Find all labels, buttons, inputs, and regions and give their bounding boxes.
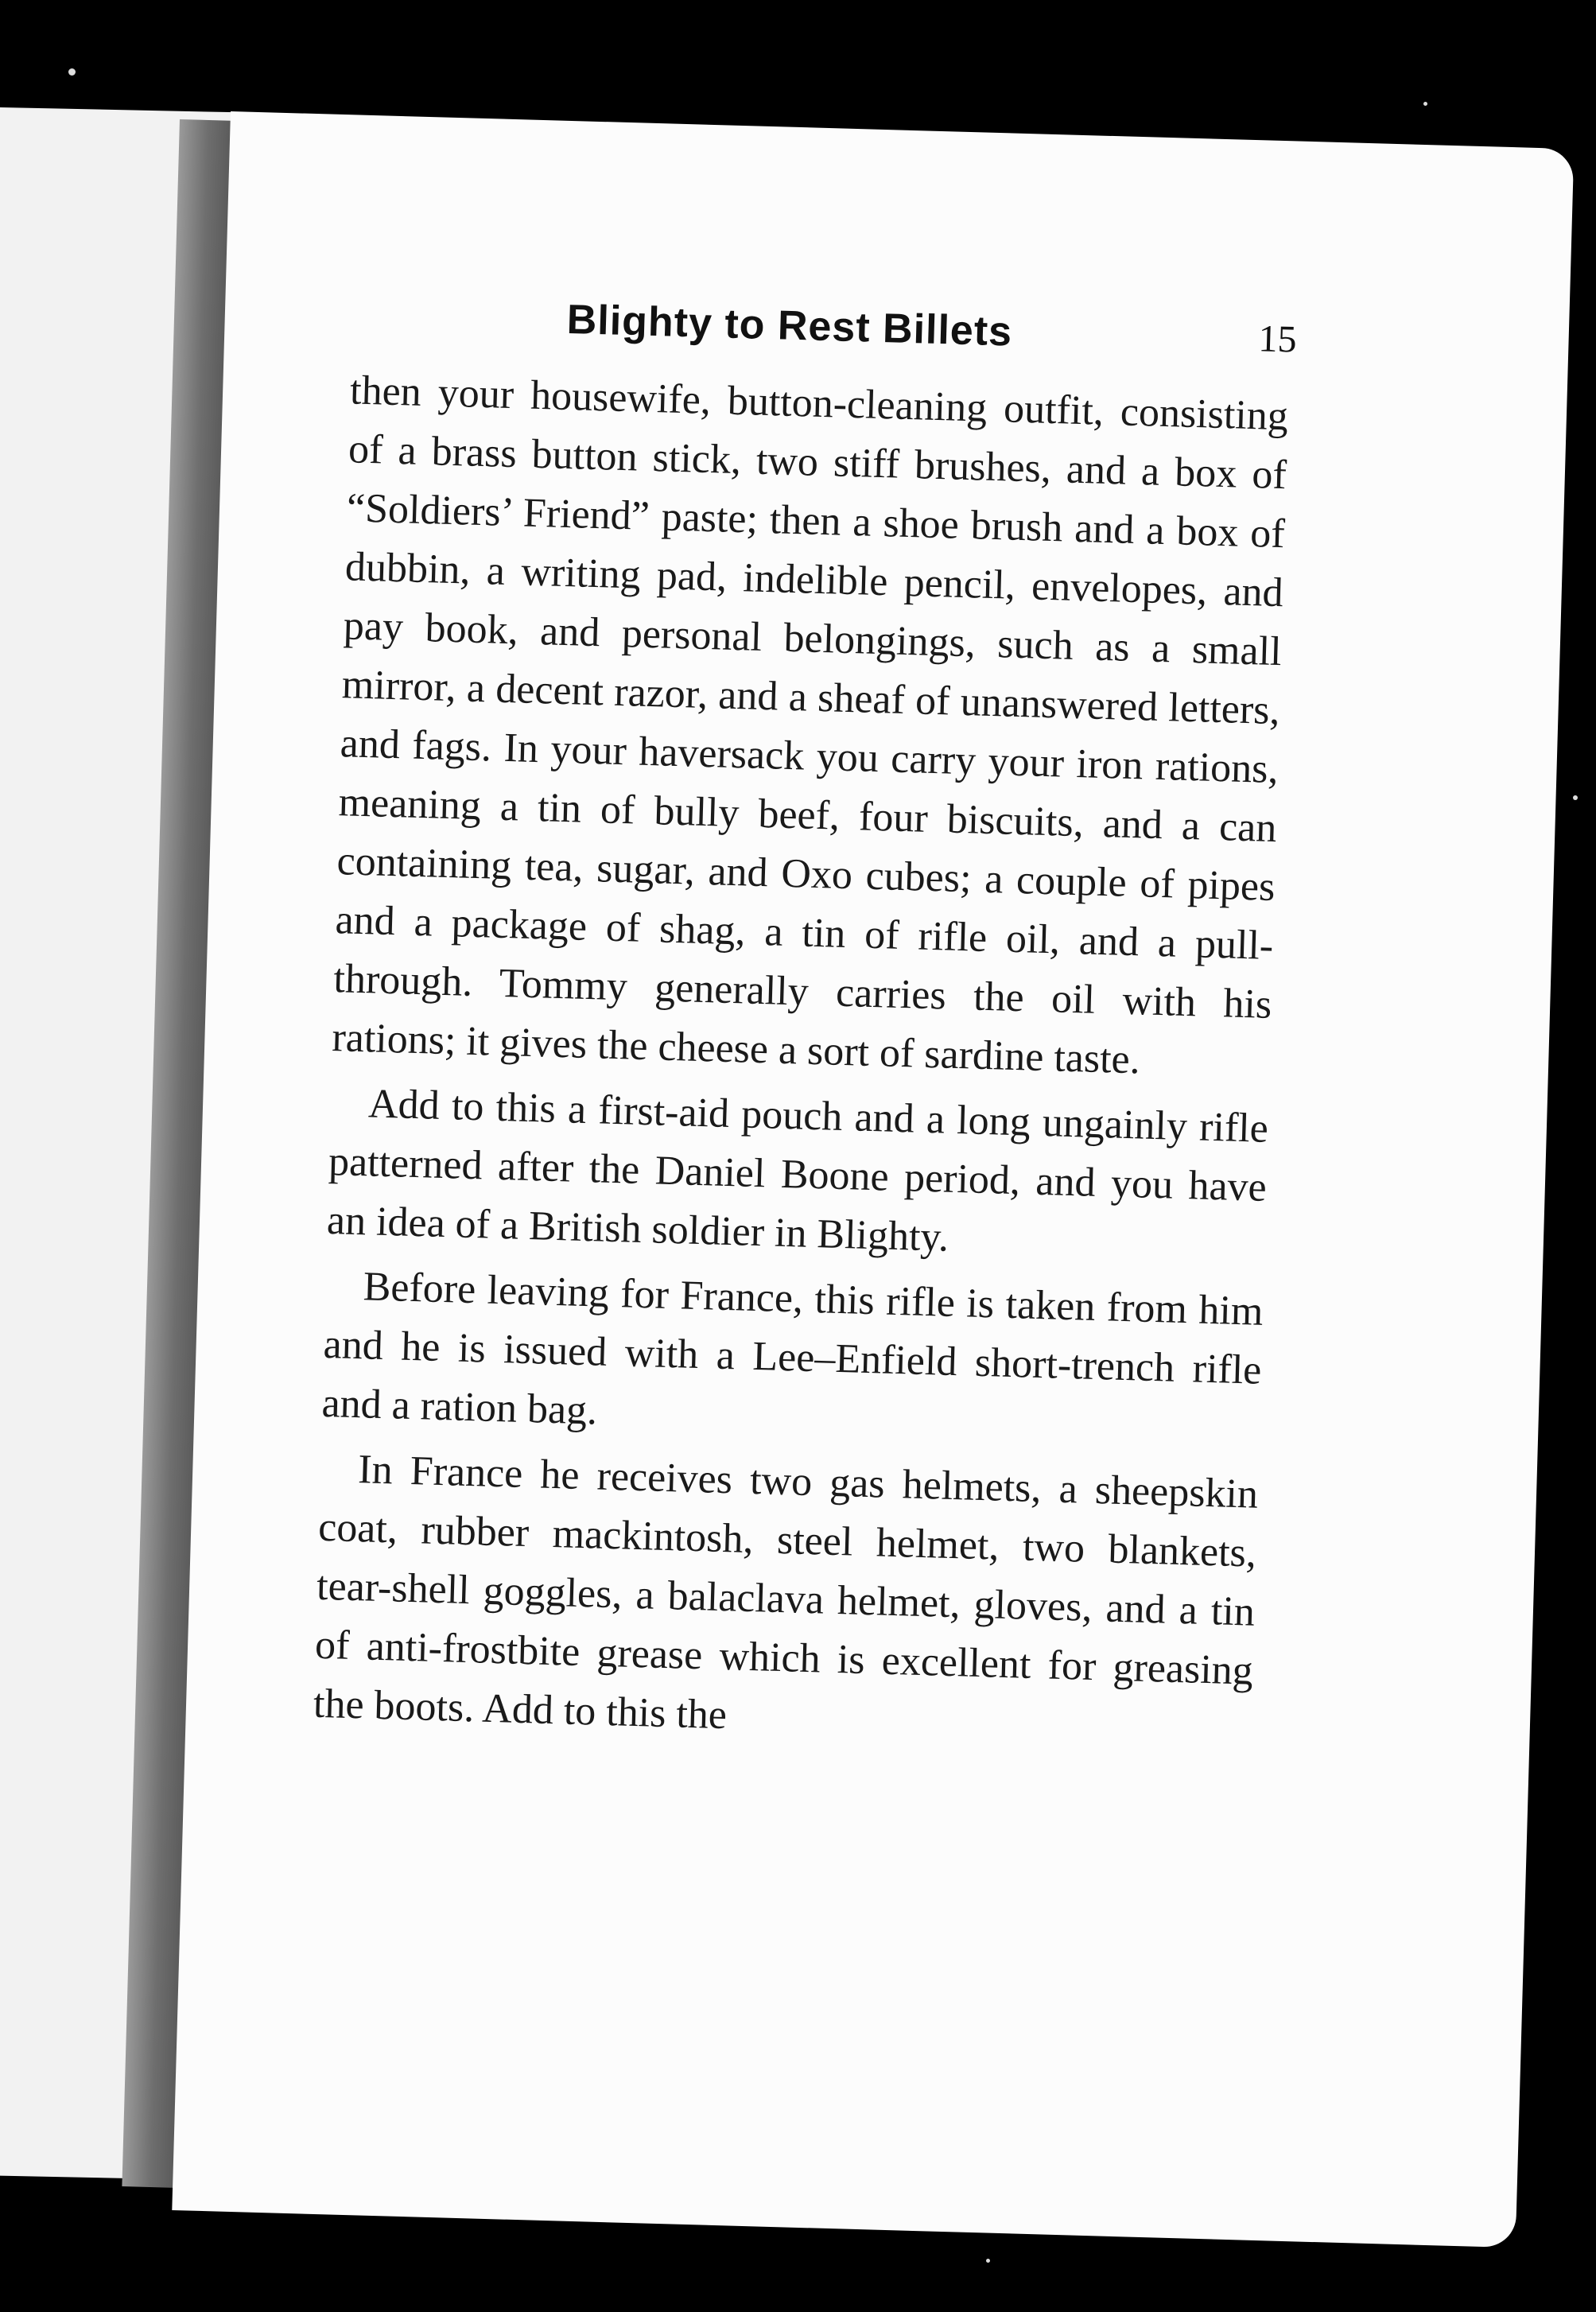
running-header: Blighty to Rest Billets (566, 296, 1013, 356)
scan-speck (68, 68, 76, 76)
scan-speck (1573, 795, 1578, 800)
paragraph: Add to this a first-aid pouch and a long ungainly rifle patterned after the Daniel Boone period, and you have an idea of a British soldier in Blighty. (326, 1081, 1269, 1261)
page-body (313, 361, 1289, 1766)
paragraph: Before leaving for France, this rifle is taken from him and he is issued with a Lee–Enfield short-trench rifle and a ration bag. (320, 1264, 1264, 1434)
scan-speck (986, 2259, 990, 2263)
scan-speck (1423, 102, 1427, 106)
book-page (172, 111, 1574, 2248)
paragraph: In France he receives two gas helmets, a sheepskin coat, rubber mackintosh, steel helmet, two blankets, tear-shell goggles, a balaclava helmet, gloves, and a tin of anti-frostbite grease which is excellent for greasing the boots. Add to this the (313, 1447, 1259, 1739)
page-number: 15 (1257, 317, 1298, 361)
paragraph: then your housewife, button-cleaning outfit, consisting of a brass button stick, two stiff brushes, and a box of “Soldiers’ Friend” paste; then a shoe brush and a box of dubbin, a writing pad, indelible pencil, envelopes, and pay book, and personal belongings, such as a small mirror, a decent razor, and a sheaf of unanswered letters, and fags. In your haversack you carry your iron rations, meaning a tin of bully beef, four biscuits, and a can containing tea, sugar, and Oxo cubes; a couple of pipes and a package of shag, a tin of rifle oil, and a pull-through. Tommy generally carries the oil with his rations; it gives the cheese a sort of sardine taste. (331, 367, 1289, 1083)
